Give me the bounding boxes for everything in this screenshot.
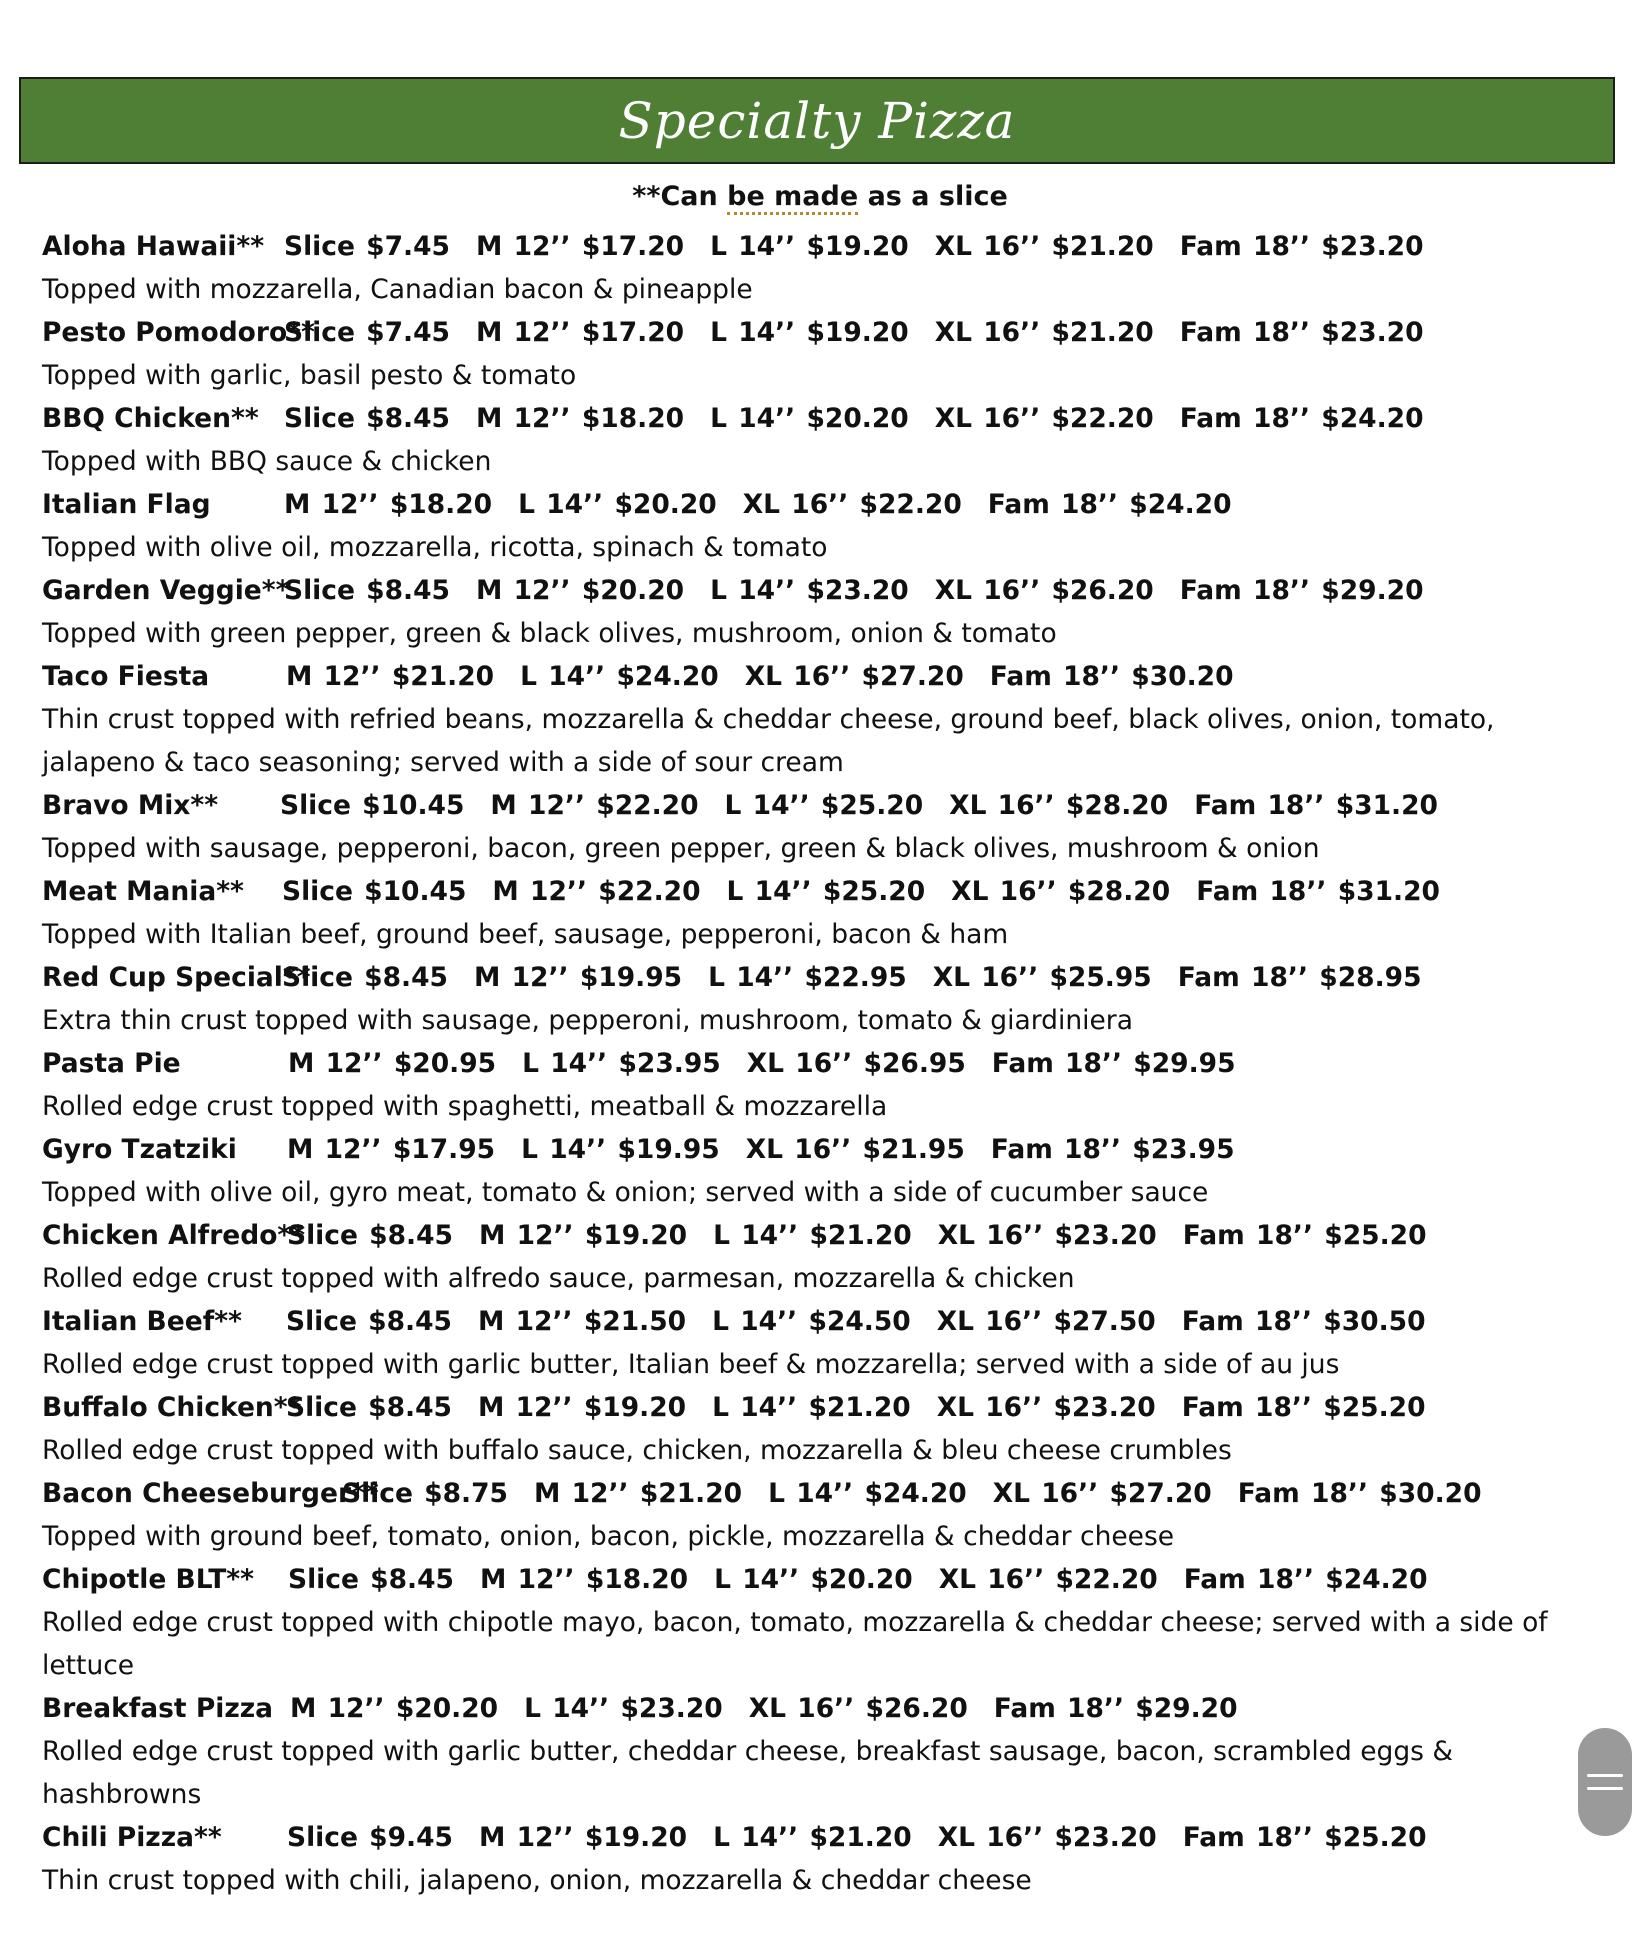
price-option: XL 16’’ $26.95: [746, 1048, 966, 1079]
menu-item-description: Topped with green pepper, green & black olives, mushroom, onion & tomato: [42, 618, 1057, 649]
price-option: L 14’’ $23.20: [710, 575, 909, 606]
slice-note-suffix: as a slice: [858, 181, 1008, 212]
menu-item-description: Topped with olive oil, gyro meat, tomato & onion; served with a side of cucumber sauce: [42, 1177, 1209, 1208]
price-option: XL 16’’ $21.20: [934, 317, 1154, 348]
grip-line-icon: [1587, 1787, 1623, 1790]
menu-item-prices: [287, 1816, 1453, 1859]
menu-item-name: Italian Beef**: [42, 1306, 242, 1337]
price-option: Fam 18’’ $23.20: [1179, 231, 1424, 262]
menu-item-description: Rolled edge crust topped with alfredo sauce, parmesan, mozzarella & chicken: [42, 1263, 1075, 1294]
price-option: L 14’’ $19.95: [521, 1134, 720, 1165]
price-option: M 12’’ $19.20: [477, 1392, 687, 1423]
menu-item-prices: [288, 1558, 1454, 1601]
menu-item-description: Topped with ground beef, tomato, onion, bacon, pickle, mozzarella & cheddar cheese: [42, 1521, 1175, 1552]
price-option: M 12’’ $20.20: [290, 1693, 499, 1724]
price-option: XL 16’’ $27.50: [936, 1306, 1156, 1337]
price-option: Fam 18’’ $23.20: [1179, 317, 1424, 348]
menu-item-name: Chipotle BLT**: [42, 1564, 255, 1595]
menu-item-prices: [342, 1472, 1508, 1515]
price-option: Slice $10.45: [282, 876, 467, 907]
price-option: Fam 18’’ $28.95: [1177, 962, 1422, 993]
menu-item-prices: [287, 1214, 1453, 1257]
menu-item-header: [42, 569, 1612, 612]
price-option: M 12’’ $22.20: [492, 876, 701, 907]
price-option: M 12’’ $22.20: [490, 790, 699, 821]
price-option: L 14’’ $21.20: [712, 1392, 911, 1423]
menu-item-prices: [286, 1386, 1452, 1429]
section-header-banner: [19, 77, 1615, 164]
menu-item-prices: [284, 483, 1258, 526]
price-option: L 14’’ $23.20: [524, 1693, 723, 1724]
menu-item-name: Buffalo Chicken**: [42, 1392, 302, 1423]
price-option: Fam 18’’ $24.20: [1179, 403, 1424, 434]
menu-item-header: [42, 225, 1612, 268]
price-option: Fam 18’’ $25.20: [1181, 1392, 1426, 1423]
menu-item-prices: [288, 1042, 1262, 1085]
menu-item-header: [42, 397, 1612, 440]
price-option: Fam 18’’ $23.95: [990, 1134, 1235, 1165]
menu-item-name: Italian Flag: [42, 489, 211, 520]
menu-item-name: Red Cup Special**: [42, 962, 311, 993]
menu-item-prices: [282, 956, 1448, 999]
menu-item-header: [42, 1128, 1612, 1171]
price-option: L 14’’ $20.20: [518, 489, 717, 520]
menu-item-description: Rolled edge crust topped with garlic butter, Italian beef & mozzarella; served with a side of au jus: [42, 1349, 1340, 1380]
menu-item-prices: [286, 655, 1260, 698]
price-option: XL 16’’ $25.95: [932, 962, 1152, 993]
menu-item-name: BBQ Chicken**: [42, 403, 259, 434]
price-option: L 14’’ $19.20: [710, 317, 909, 348]
price-option: L 14’’ $21.20: [713, 1220, 912, 1251]
menu-item-description: Topped with garlic, basil pesto & tomato: [42, 360, 577, 391]
menu-item-description: Topped with sausage, pepperoni, bacon, green pepper, green & black olives, mushroom & onion: [42, 833, 1320, 864]
menu-item-header: [42, 1687, 1612, 1730]
menu-item-header: [42, 784, 1612, 827]
price-option: XL 16’’ $21.95: [745, 1134, 965, 1165]
price-option: M 12’’ $18.20: [284, 489, 493, 520]
slice-note-prefix: **Can: [632, 181, 728, 212]
price-option: Slice $8.45: [286, 1306, 452, 1337]
price-option: L 14’’ $22.95: [708, 962, 907, 993]
menu-item-prices: [280, 784, 1464, 827]
price-option: Slice $8.45: [284, 403, 450, 434]
menu-item-header: [42, 1816, 1612, 1859]
scroll-handle[interactable]: [1578, 1728, 1632, 1836]
price-option: L 14’’ $24.50: [712, 1306, 911, 1337]
menu-item-name: Pesto Pomodoro**: [42, 317, 315, 348]
price-option: XL 16’’ $23.20: [937, 1220, 1157, 1251]
price-option: Slice $7.45: [284, 231, 450, 262]
menu-item-description: Thin crust topped with refried beans, mozzarella & cheddar cheese, ground beef, black olives, onion, tomato, jalapeno & taco seasoning; served with a side of sour cream: [42, 704, 1495, 778]
price-option: Fam 18’’ $24.20: [987, 489, 1232, 520]
price-option: L 14’’ $25.20: [724, 790, 924, 821]
price-option: Slice $8.45: [288, 1564, 454, 1595]
price-option: Fam 18’’ $24.20: [1183, 1564, 1428, 1595]
price-option: Slice $10.45: [280, 790, 465, 821]
menu-item-header: [42, 1214, 1612, 1257]
menu-item-header: [42, 870, 1612, 913]
price-option: L 14’’ $20.20: [710, 403, 909, 434]
section-title: Specialty Pizza: [618, 91, 1016, 150]
slice-note-dotted: be made: [727, 181, 858, 215]
menu-item-header: [42, 956, 1612, 999]
menu-item-name: Taco Fiesta: [42, 661, 210, 692]
price-option: Slice $7.45: [284, 317, 450, 348]
price-option: M 12’’ $17.20: [475, 231, 685, 262]
price-option: L 14’’ $20.20: [714, 1564, 913, 1595]
menu-item-prices: [290, 1687, 1264, 1730]
slice-note: [0, 181, 1640, 212]
price-option: XL 16’’ $22.20: [938, 1564, 1158, 1595]
price-option: L 14’’ $19.20: [710, 231, 909, 262]
price-option: M 12’’ $18.20: [475, 403, 685, 434]
menu-item-name: Bacon Cheeseburger**: [42, 1478, 379, 1509]
menu-item-header: [42, 1300, 1612, 1343]
price-option: Fam 18’’ $29.20: [1179, 575, 1424, 606]
price-option: XL 16’’ $27.20: [992, 1478, 1212, 1509]
menu-item-description: Rolled edge crust topped with garlic butter, cheddar cheese, breakfast sausage, bacon, scrambled eggs & hashbrowns: [42, 1736, 1454, 1810]
menu-item-prices: [287, 1128, 1261, 1171]
price-option: M 12’’ $18.20: [479, 1564, 689, 1595]
menu-item-header: [42, 1042, 1612, 1085]
price-option: M 12’’ $17.95: [287, 1134, 496, 1165]
price-option: XL 16’’ $26.20: [748, 1693, 968, 1724]
price-option: Fam 18’’ $30.20: [1237, 1478, 1482, 1509]
menu-item-description: Rolled edge crust topped with chipotle mayo, bacon, tomato, mozzarella & cheddar cheese; served with a side of lettuce: [42, 1607, 1548, 1681]
menu-item-header: [42, 1558, 1612, 1601]
price-option: M 12’’ $20.95: [288, 1048, 497, 1079]
menu-item-description: Topped with olive oil, mozzarella, ricotta, spinach & tomato: [42, 532, 828, 563]
menu-item-name: Bravo Mix**: [42, 790, 219, 821]
price-option: XL 16’’ $23.20: [936, 1392, 1156, 1423]
price-option: XL 16’’ $26.20: [934, 575, 1154, 606]
price-option: Slice $8.45: [284, 575, 450, 606]
menu-item-description: Topped with Italian beef, ground beef, sausage, pepperoni, bacon & ham: [42, 919, 1009, 950]
menu-item-description: Extra thin crust topped with sausage, pepperoni, mushroom, tomato & giardiniera: [42, 1005, 1133, 1036]
menu-item-name: Chili Pizza**: [42, 1822, 222, 1853]
menu-item-name: Chicken Alfredo**: [42, 1220, 306, 1251]
menu-item-header: [42, 483, 1612, 526]
price-option: Slice $8.75: [342, 1478, 508, 1509]
price-option: M 12’’ $21.20: [533, 1478, 743, 1509]
menu-item-prices: [284, 311, 1450, 354]
price-option: XL 16’’ $23.20: [937, 1822, 1157, 1853]
menu-item-name: Aloha Hawaii**: [42, 231, 265, 262]
price-option: XL 16’’ $22.20: [742, 489, 962, 520]
menu-item-name: Meat Mania**: [42, 876, 244, 907]
price-option: L 14’’ $21.20: [713, 1822, 912, 1853]
menu-item-name: Gyro Tzatziki: [42, 1134, 237, 1165]
menu-item-header: [42, 311, 1612, 354]
price-option: Fam 18’’ $25.20: [1182, 1822, 1427, 1853]
menu-item-description: Rolled edge crust topped with spaghetti, meatball & mozzarella: [42, 1091, 888, 1122]
menu-item-prices: [284, 225, 1450, 268]
price-option: Fam 18’’ $31.20: [1196, 876, 1440, 907]
price-option: Slice $9.45: [287, 1822, 453, 1853]
price-option: M 12’’ $17.20: [475, 317, 685, 348]
price-option: M 12’’ $19.20: [478, 1822, 688, 1853]
menu-item-description: Rolled edge crust topped with buffalo sauce, chicken, mozzarella & bleu cheese crumbles: [42, 1435, 1232, 1466]
menu-item-name: Breakfast Pizza: [42, 1693, 274, 1724]
menu-item-description: Topped with BBQ sauce & chicken: [42, 446, 492, 477]
menu-item-description: Thin crust topped with chili, jalapeno, onion, mozzarella & cheddar cheese: [42, 1865, 1032, 1896]
price-option: M 12’’ $21.50: [477, 1306, 687, 1337]
price-option: Fam 18’’ $29.20: [993, 1693, 1238, 1724]
price-option: L 14’’ $25.20: [726, 876, 926, 907]
price-option: Slice $8.45: [287, 1220, 453, 1251]
price-option: XL 16’’ $28.20: [951, 876, 1171, 907]
menu-item-header: [42, 1386, 1612, 1429]
menu-item-name: Pasta Pie: [42, 1048, 181, 1079]
menu-item-prices: [282, 870, 1466, 913]
price-option: M 12’’ $20.20: [475, 575, 685, 606]
price-option: Fam 18’’ $31.20: [1194, 790, 1438, 821]
price-option: Fam 18’’ $30.20: [989, 661, 1234, 692]
price-option: Fam 18’’ $29.95: [991, 1048, 1236, 1079]
price-option: XL 16’’ $27.20: [744, 661, 964, 692]
menu-list: [42, 225, 1612, 1902]
menu-item-prices: [284, 569, 1450, 612]
menu-item-description: Topped with mozzarella, Canadian bacon & pineapple: [42, 274, 753, 305]
menu-item-name: Garden Veggie**: [42, 575, 290, 606]
price-option: Fam 18’’ $30.50: [1181, 1306, 1426, 1337]
menu-item-header: [42, 655, 1612, 698]
price-option: M 12’’ $19.20: [478, 1220, 688, 1251]
grip-line-icon: [1587, 1774, 1623, 1777]
menu-item-prices: [286, 1300, 1452, 1343]
price-option: Slice $8.45: [282, 962, 448, 993]
price-option: XL 16’’ $28.20: [949, 790, 1169, 821]
price-option: XL 16’’ $21.20: [934, 231, 1154, 262]
menu-item-header: [42, 1472, 1612, 1515]
price-option: Slice $8.45: [286, 1392, 452, 1423]
price-option: M 12’’ $19.95: [473, 962, 683, 993]
price-option: L 14’’ $23.95: [522, 1048, 721, 1079]
price-option: L 14’’ $24.20: [520, 661, 719, 692]
price-option: XL 16’’ $22.20: [934, 403, 1154, 434]
menu-item-prices: [284, 397, 1450, 440]
price-option: M 12’’ $21.20: [286, 661, 495, 692]
price-option: Fam 18’’ $25.20: [1182, 1220, 1427, 1251]
price-option: L 14’’ $24.20: [768, 1478, 967, 1509]
